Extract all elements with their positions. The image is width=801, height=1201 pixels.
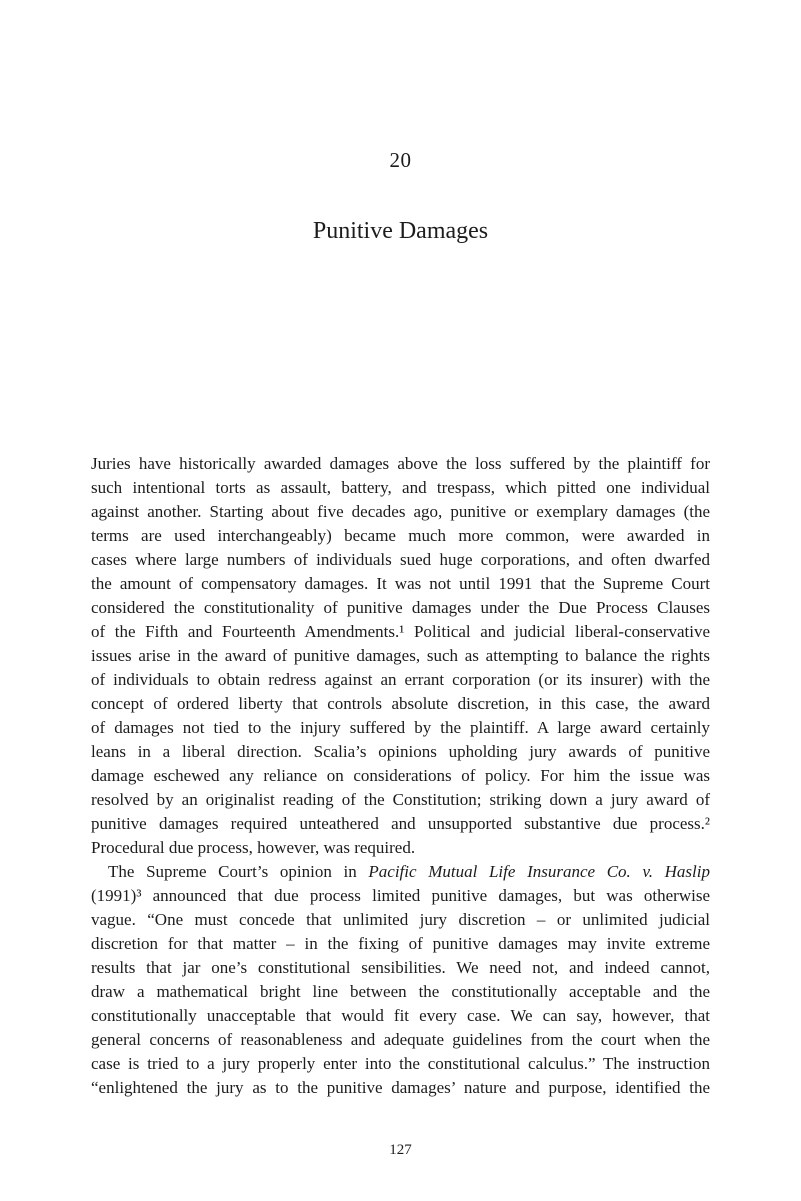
- text-line: (1991)³ announced that due process limited punitive damages, but was otherwise: [91, 886, 710, 905]
- text-line: concept of ordered liberty that controls absolute discretion, in this case, the award: [91, 694, 710, 713]
- text-line: considered the constitutionality of punitive damages under the Due Process Clauses: [91, 598, 710, 617]
- chapter-title: Punitive Damages: [312, 218, 489, 244]
- text-line: leans in a liberal direction. Scalia’s opinions upholding jury awards of punitive: [91, 742, 710, 761]
- case-name: Pacific Mutual Life Insurance Co. v. Haslip: [368, 862, 710, 881]
- text-line: terms are used interchangeably) became much more common, were awarded in: [91, 526, 710, 545]
- text-line: punitive damages required unteathered and unsupported substantive due process.²: [91, 814, 710, 833]
- text-line: of the Fifth and Fourteenth Amendments.¹ Political and judicial liberal-conservative: [91, 622, 710, 641]
- text-line: draw a mathematical bright line between the constitutionally acceptable and the: [91, 982, 710, 1001]
- text-line: constitutionally unacceptable that would fit every case. We can say, however, that: [91, 1006, 710, 1025]
- text-line: issues arise in the award of punitive damages, such as attempting to balance the rights: [91, 646, 710, 665]
- text-line: case is tried to a jury properly enter into the constitutional calculus.” The instruction: [91, 1054, 710, 1073]
- paragraph-2-first-line: [91, 860, 710, 884]
- text-line: results that jar one’s constitutional sensibilities. We need not, and indeed cannot,: [91, 958, 710, 977]
- text-line: Procedural due process, however, was required.: [91, 838, 416, 857]
- chapter-number: 20: [389, 148, 412, 172]
- text-line: resolved by an originalist reading of the Constitution; striking down a jury award of: [91, 790, 710, 809]
- text-line: such intentional torts as assault, battery, and trespass, which pitted one individual: [91, 478, 710, 497]
- text-run: The Supreme Court’s opinion in: [108, 862, 369, 881]
- text-line: discretion for that matter – in the fixing of punitive damages may invite extreme: [91, 934, 710, 953]
- text-line: Juries have historically awarded damages above the loss suffered by the plaintiff for: [91, 454, 710, 473]
- page-number: 127: [389, 1142, 412, 1158]
- text-line: vague. “One must concede that unlimited jury discretion – or unlimited judicial: [91, 910, 710, 929]
- text-line: general concerns of reasonableness and adequate guidelines from the court when the: [91, 1030, 710, 1049]
- text-line: of individuals to obtain redress against an errant corporation (or its insurer) with the: [91, 670, 710, 689]
- text-line: against another. Starting about five decades ago, punitive or exemplary damages (the: [91, 502, 710, 521]
- text-line: the amount of compensatory damages. It was not until 1991 that the Supreme Court: [91, 574, 710, 593]
- text-line: “enlightened the jury as to the punitive damages’ nature and purpose, identified the: [91, 1078, 710, 1097]
- text-line: of damages not tied to the injury suffered by the plaintiff. A large award certainly: [91, 718, 710, 737]
- body-text: [91, 452, 710, 1100]
- text-line: cases where large numbers of individuals sued huge corporations, and often dwarfed: [91, 550, 710, 569]
- text-line: damage eschewed any reliance on considerations of policy. For him the issue was: [91, 766, 710, 785]
